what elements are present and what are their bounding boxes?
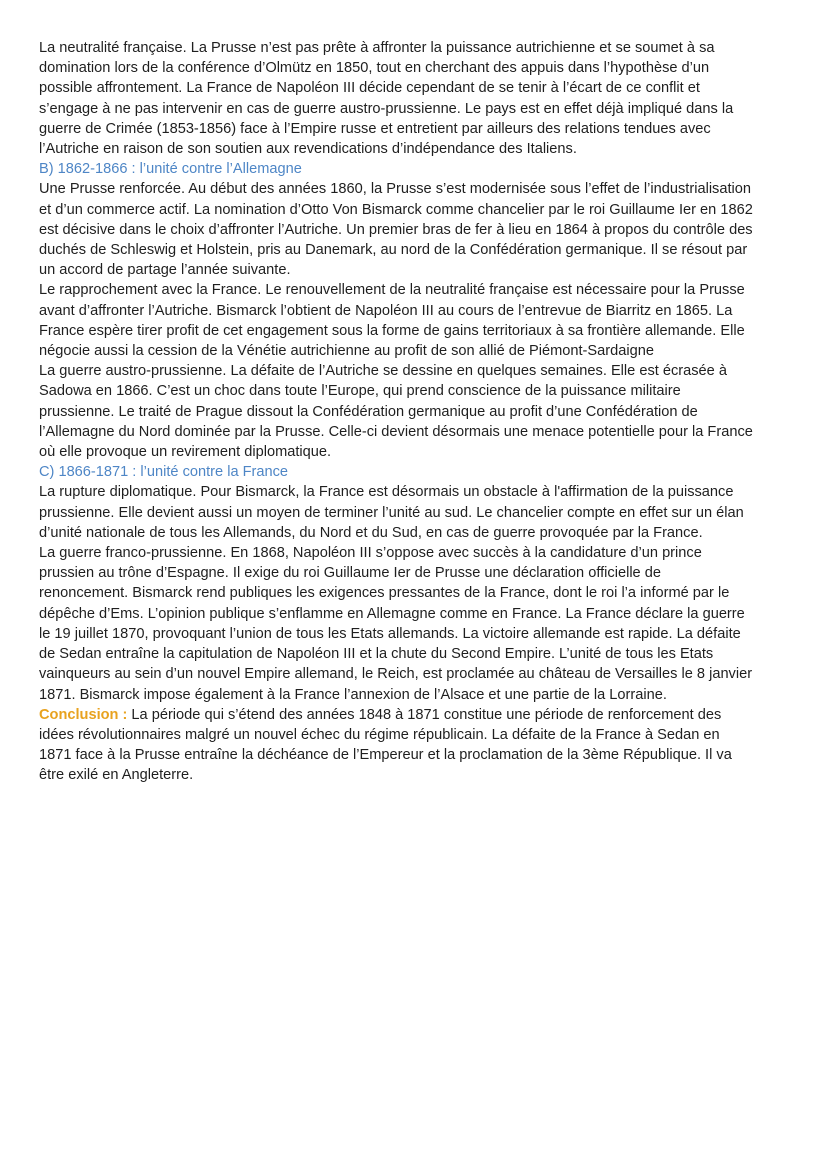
document-page [39,38,791,786]
section-b-heading: B) 1862-1866 : l’unité contre l’Allemagne [39,161,302,178]
intro-paragraph: La neutralité française. La Prusse n’est pas prête à affronter la puissance autrichienne et se soumet à sa domination lors de la conférence d’Olmütz en 1850, tout en cherchant des appuis dans l’hypothèse d’un possible affrontement. La France de Napoléon III décide cependant de se tenir à l’écart de ce conflit et s’engage à ne pas intervenir en cas de guerre austro-prussienne. Le pays est en effet déjà impliqué dans la guerre de Crimée (1853-1856) face à l’Empire russe et entretient par ailleurs des relations tendues avec l’Autriche en raison de son soutien aux revendications d’indépendance des Italiens. [39,40,734,158]
conclusion-paragraph [39,705,791,786]
conclusion-label: Conclusion : [39,706,128,723]
section-c-paragraph: La rupture diplomatique. Pour Bismarck, la France est désormais un obstacle à l'affirmation de la puissance prussienne. Elle devient aussi un moyen de terminer l’unité au sud. Le chancelier compte en effet sur un élan d’unité nationale de tous les Allemands, du Nord et du Sud, en cas de guerre provoquée par la France. La guerre franco-prussienne. En 1868, Napoléon III s’oppose avec succès à la candidature d’un prince prussien au trône d’Espagne. Il exige du roi Guillaume Ier de Prusse une déclaration officielle de renoncement. Bismarck rend publiques les exigences pressantes de la France, dont le roi l’a informé par le dépêche d’Ems. L’opinion publique s’enflamme en Allemagne comme en France. La France déclare la guerre le 19 juillet 1870, provoquant l’union de tous les Etats allemands. La victoire allemande est rapide. La défaite de Sedan entraîne la capitulation de Napoléon III et la chute du Second Empire. L’unité de tous les Etats vainqueurs au sein d’un nouvel Empire allemand, le Reich, est proclamée au château de Versailles le 8 janvier 1871. Bismarck impose également à la France l’annexion de l’Alsace et une partie de la Lorraine. [39,484,753,703]
section-b-paragraph: Une Prusse renforcée. Au début des années 1860, la Prusse s’est modernisée sous l’effet de l’industrialisation et d’un commerce actif. La nomination d’Otto Von Bismarck comme chancelier par le roi Guillaume Ier en 1862 est décisive dans le choix d’affronter l’Autriche. Un premier bras de fer à lieu en 1864 à propos du contrôle des duchés de Schleswig et Holstein, pris au Danemark, au nord de la Confédération germanique. Il se résout par un accord de partage l’année suivante. Le rapprochement avec la France. Le renouvellement de la neutralité française est nécessaire pour la Prusse avant d’affronter l’Autriche. Bismarck l’obtient de Napoléon III au cours de l’entrevue de Biarritz en 1865. La France espère tirer profit de cet engagement sous la forme de gains territoriaux à sa frontière allemande. Elle négocie aussi la cession de la Vénétie autrichienne au profit de son allié de Piémont-Sardaigne La guerre austro-prussienne. La défaite de l’Autriche se dessine en quelques semaines. Elle est écrasée à Sadowa en 1866. C’est un choc dans toute l’Europe, qui prend conscience de la puissance militaire prussienne. Le traité de Prague dissout la Confédération germanique au profit d’une Confédération de l’Allemagne du Nord dominée par la Prusse. Celle-ci devient désormais une menace potentielle pour la France où elle provoque un revirement diplomatique. [39,181,753,461]
section-c-heading: C) 1866-1871 : l’unité contre la France [39,464,289,481]
conclusion-text: La période qui s’étend des années 1848 à 1871 constitue une période de renforcement des idées révolutionnaires malgré un nouvel échec du régime républicain. La défaite de la France à Sedan en 1871 face à la Prusse entraîne la déchéance de l’Empereur et la proclamation de la 3ème République. Il va être exilé en Angleterre. [39,706,732,784]
